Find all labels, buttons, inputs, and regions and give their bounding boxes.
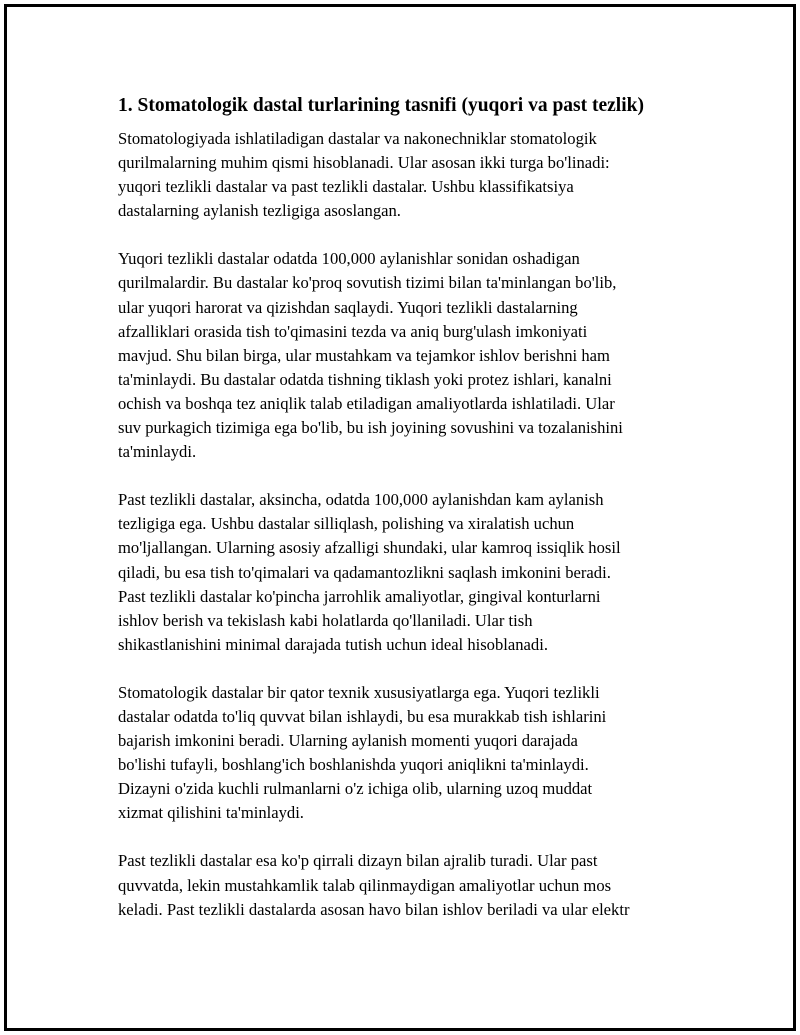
text-line: xizmat qilishini ta'minlaydi. bbox=[118, 803, 304, 823]
text-line: bajarish imkonini beradi. Ularning aylanish momenti yuqori darajada bbox=[118, 731, 578, 751]
text-line: Past tezlikli dastalar ko'pincha jarrohlik amaliyotlar, gingival konturlarni bbox=[118, 586, 601, 606]
text-line: qurilmalardir. Bu dastalar ko'proq sovutish tizimi bilan ta'minlangan bo'lib, bbox=[118, 273, 617, 293]
text-line: ular yuqori harorat va qizishdan saqlaydi. Yuqori tezlikli dastalarning bbox=[118, 297, 578, 317]
paragraph-high-speed bbox=[118, 247, 698, 464]
text-line: mo'ljallangan. Ularning asosiy afzalligi shundaki, ular kamroq issiqlik hosil bbox=[118, 538, 621, 558]
text-line: afzalliklari orasida tish to'qimasini tezda va aniq burg'ulash imkoniyati bbox=[118, 321, 588, 341]
text-line: keladi. Past tezlikli dastalarda asosan havo bilan ishlov beriladi va ular elektr bbox=[118, 899, 630, 919]
text-line: ochish va boshqa tez aniqlik talab etiladigan amaliyotlarda ishlatiladi. Ular bbox=[118, 393, 615, 413]
text-line: Past tezlikli dastalar esa ko'p qirrali dizayn bilan ajralib turadi. Ular past bbox=[118, 851, 598, 871]
text-line: tezligiga ega. Ushbu dastalar silliqlash, polishing va xiralatish uchun bbox=[118, 514, 575, 534]
text-line: Stomatologik dastalar bir qator texnik xususiyatlarga ega. Yuqori tezlikli bbox=[118, 682, 600, 702]
text-line: Stomatologiyada ishlatiladigan dastalar va nakonechniklar stomatologik bbox=[118, 129, 597, 148]
text-line: ishlov berish va tekislash kabi holatlarda qo'llaniladi. Ular tish bbox=[118, 610, 533, 630]
text-line: ta'minlaydi. Bu dastalar odatda tishning tiklash yoki protez ishlari, kanalni bbox=[118, 369, 612, 389]
text-line: Yuqori tezlikli dastalar odatda 100,000 aylanishlar sonidan oshadigan bbox=[118, 249, 580, 269]
text-line: mavjud. Shu bilan birga, ular mustahkam va tejamkor ishlov berishni ham bbox=[118, 345, 610, 365]
paragraph-technical-features bbox=[118, 681, 698, 826]
text-line: Dizayni o'zida kuchli rulmanlarni o'z ichiga olib, ularning uzoq muddat bbox=[118, 779, 593, 799]
text-line: quvvatda, lekin mustahkamlik talab qilinmaydigan amaliyotlar uchun mos bbox=[118, 875, 612, 895]
text-line: qurilmalarning muhim qismi hisoblanadi. Ular asosan ikki turga bo'linadi: bbox=[118, 153, 610, 173]
text-line: qiladi, bu esa tish to'qimalari va qadamantozlikni saqlash imkonini beradi. bbox=[118, 562, 611, 582]
text-line: ta'minlaydi. bbox=[118, 442, 197, 462]
text-line: yuqori tezlikli dastalar va past tezlikli dastalar. Ushbu klassifikatsiya bbox=[118, 177, 574, 197]
text-line: bo'lishi tufayli, boshlang'ich boshlanishda yuqori aniqlikni ta'minlaydi. bbox=[118, 755, 589, 775]
text-line: shikastlanishini minimal darajada tutish uchun ideal hisoblanadi. bbox=[118, 634, 548, 654]
paragraph-low-speed-design bbox=[118, 849, 698, 921]
paragraph-intro bbox=[118, 127, 698, 223]
text-line: dastalarning aylanish tezligiga asoslangan. bbox=[118, 201, 401, 221]
text-line: suv purkagich tizimiga ega bo'lib, bu ish joyining sovushini va tozalanishini bbox=[118, 418, 623, 438]
text-line: dastalar odatda to'liq quvvat bilan ishlaydi, bu esa murakkab tish ishlarini bbox=[118, 706, 607, 726]
document-title: 1. Stomatologik dastal turlarining tasnifi (yuqori va past tezlik) bbox=[118, 95, 644, 116]
document-content bbox=[118, 93, 698, 946]
text-line: Past tezlikli dastalar, aksincha, odatda 100,000 aylanishdan kam aylanish bbox=[118, 490, 604, 510]
paragraph-low-speed bbox=[118, 488, 698, 657]
